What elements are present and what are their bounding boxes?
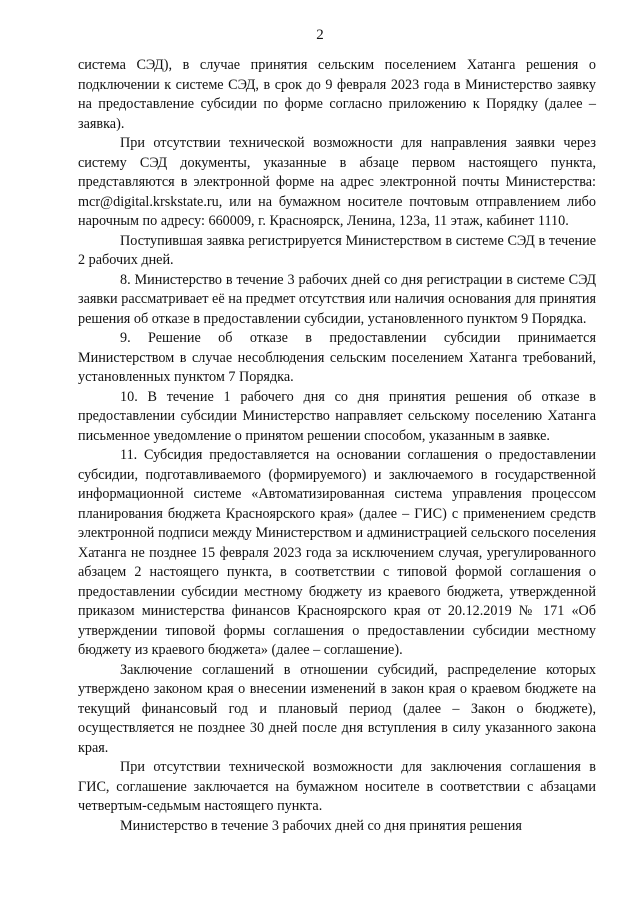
paragraph-no-tech-possibility: При отсутствии технической возможности для направления заявки через систему СЭД документы, указанные в абзаце первом настоящего пункта, представляются в электронной форме на адрес электронной почты Министерства: mcr@digital.krskstate.ru, или на бумажном носителе почтовым отправлением либо нарочным по адресу: 660009, г. Красноярск, Ленина, 123а, 11 этаж, кабинет 1110. <box>78 135 596 229</box>
paragraph-item-9: 9. Решение об отказе в предоставлении субсидии принимается Министерством в случае несоблюдения сельским поселением Хатанга требований, установленных пунктом 7 Порядка. <box>78 330 596 385</box>
paragraph-item-10: 10. В течение 1 рабочего дня со дня принятия решения об отказе в предоставлении субсидии Министерство направляет сельскому поселению Хатанга письменное уведомление о принятом решении способом, указанным в заявке. <box>78 388 596 444</box>
paragraph-registration: Поступившая заявка регистрируется Министерством в системе СЭД в течение 2 рабочих дней. <box>78 232 596 268</box>
paragraph-ministry-3-days: Министерство в течение 3 рабочих дней со дня принятия решения <box>120 817 522 834</box>
paragraph-agreements-conclusion: Заключение соглашений в отношении субсидий, распределение которых утверждено законом края о внесении изменений в закон края о краевом бюджете на текущий финансовый год и плановый период (далее – Закон о бюджете), осуществляется не позднее 30 дней после дня вступления в силу указанного закона края. <box>78 661 596 756</box>
document-body <box>78 56 596 836</box>
paragraph-paper-agreement: При отсутствии технической возможности для заключения соглашения в ГИС, соглашение заключается на бумажном носителе в соответствии с абзацами четвертым-седьмым настоящего пункта. <box>78 759 596 814</box>
paragraph-item-8: 8. Министерство в течение 3 рабочих дней со дня регистрации в системе СЭД заявки рассматривает её на предмет отсутствия или наличия основания для принятия решения об отказе в предоставлении субсидии, установленного пунктом 9 Порядка. <box>78 271 596 327</box>
page-number: 2 <box>316 27 324 43</box>
paragraph-item-11: 11. Субсидия предоставляется на основании соглашения о предоставлении субсидии, подготавливаемого (формируемого) и заключаемого в государственной информационной системе «Автоматизированная система управления процессом планирования бюджета Красноярского края» (далее – ГИС) с применением средств электронной подписи между Министерством и администрацией сельского поселения Хатанга не позднее 15 февраля 2023 года за исключением случая, урегулированного абзацем 2 настоящего пункта, в соответствии с типовой формой соглашения о предоставлении субсидии местному бюджету из краевого бюджета, утвержденной приказом министерства финансов Красноярского края от 20.12.2019 № 171 «Об утверждении типовой формы соглашения о предоставлении субсидии местному бюджету из краевого бюджета» (далее – соглашение). <box>78 447 596 658</box>
paragraph-continuation: система СЭД), в случае принятия сельским поселением Хатанга решения о подключении к системе СЭД, в срок до 9 февраля 2023 года в Министерство заявку на предоставление субсидии по форме согласно приложению к Порядку (далее – заявка). <box>78 57 596 132</box>
